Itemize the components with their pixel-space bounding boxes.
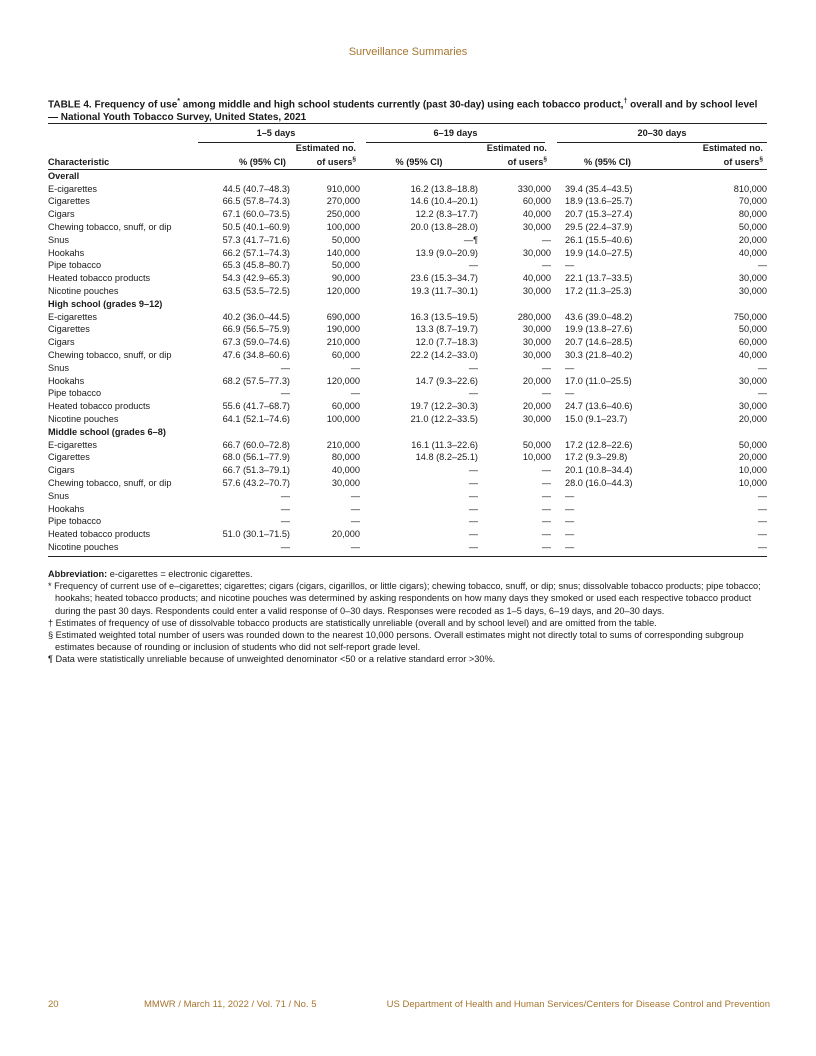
table-row [48,387,767,400]
row-label: Nicotine pouches [48,541,119,552]
cell-pct-1-5: — [280,362,290,373]
cell-pct-1-5: 51.0 (30.1–71.5) [222,529,290,540]
row-label: Cigars [48,465,75,476]
table-row [48,336,767,349]
cell-est-6-19: — [541,362,551,373]
cell-pct-20-30: — [565,541,575,552]
cell-est-20-30: 50,000 [738,222,767,233]
cell-pct-20-30: 17.2 (12.8–22.6) [565,439,633,450]
table-row [48,477,767,490]
row-label: Pipe tobacco [48,388,102,399]
page-footer [48,999,770,1013]
cell-est-20-30: 20,000 [738,414,767,424]
cell-est-1-5: — [350,516,360,527]
cell-pct-1-5: — [280,541,290,552]
cell-est-20-30: 30,000 [738,401,767,412]
running-head: Surveillance Summaries [348,46,468,58]
row-label: Cigars [48,209,75,220]
cell-est-6-19: — [541,234,551,245]
cell-est-20-30: 20,000 [738,234,767,245]
cell-pct-1-5: — [280,490,290,501]
cell-pct-1-5: 40.2 (36.0–44.5) [222,311,290,322]
cell-est-20-30: 60,000 [738,337,767,348]
cell-pct-6-19: 22.2 (14.2–33.0) [410,350,478,361]
cell-est-6-19: — [541,477,551,488]
cell-est-20-30: 10,000 [738,465,767,476]
cell-pct-6-19: — [468,529,478,540]
cell-est-1-5: 120,000 [326,375,360,386]
cell-pct-20-30: 20.7 (15.3–27.4) [565,209,633,220]
cell-est-6-19: 20,000 [522,375,551,386]
col-est-2: Estimated no. of users§ [478,143,551,170]
cell-pct-6-19: 16.1 (11.3–22.6) [411,439,478,450]
cell-pct-6-19: — [468,503,478,514]
cell-pct-1-5: 47.6 (34.8–60.6) [222,350,290,361]
cell-est-1-5: 60,000 [331,350,360,361]
column-header-row [48,143,767,170]
table-row [48,400,767,413]
cell-pct-1-5: 57.3 (41.7–71.6) [222,234,290,245]
cell-est-1-5: 210,000 [326,439,360,450]
cell-est-1-5: — [350,503,360,514]
cell-est-1-5: — [350,388,360,399]
cell-pct-20-30: — [565,503,575,514]
table-row [48,362,767,375]
cell-est-20-30: 750,000 [733,311,767,322]
cell-est-6-19: 30,000 [522,222,551,233]
cell-pct-6-19: 19.7 (12.2–30.3) [410,401,478,412]
cell-pct-20-30: 24.7 (13.6–40.6) [565,401,633,412]
cell-pct-1-5: 50.5 (40.1–60.9) [222,222,290,233]
cell-est-6-19: 40,000 [522,209,551,220]
cell-pct-1-5: 55.6 (41.7–68.7) [222,401,290,412]
table-row [48,375,767,388]
cell-est-20-30: 30,000 [738,286,767,297]
cell-est-1-5: 60,000 [331,401,360,412]
col-est-3: Estimated no. of users§ [664,143,767,170]
table-row [48,247,767,260]
footnote-pilcrow: ¶ Data were statistically unreliable because of unweighted denominator <50 or a relative standard error >30%. [48,654,496,665]
cell-est-1-5: 50,000 [331,260,360,271]
cell-pct-20-30: 18.9 (13.6–25.7) [565,196,633,207]
cell-est-6-19: — [541,503,551,514]
cell-pct-6-19: — [468,541,478,552]
row-label: Cigarettes [48,324,90,335]
cell-est-6-19: — [541,490,551,501]
group-6-19-days: 6–19 days [360,127,551,143]
cell-est-20-30: 50,000 [738,324,767,335]
cell-pct-6-19: 13.9 (9.0–20.9) [415,247,478,258]
cell-pct-1-5: 66.7 (51.3–79.1) [222,465,290,476]
table-row [48,451,767,464]
cell-pct-1-5: 68.0 (56.1–77.9) [222,452,290,463]
journal-citation: MMWR / March 11, 2022 / Vol. 71 / No. 5 [144,999,317,1010]
cell-est-1-5: 210,000 [326,337,360,348]
page-number: 20 [48,999,59,1010]
cell-pct-20-30: — [565,260,575,271]
cell-pct-1-5: 65.3 (45.8–80.7) [222,260,290,271]
cell-pct-20-30: 20.7 (14.6–28.5) [565,337,633,348]
cell-est-20-30: 50,000 [738,439,767,450]
cell-est-1-5: 20,000 [331,529,360,540]
cell-est-20-30: 810,000 [733,183,767,194]
cell-est-20-30: 70,000 [738,196,767,207]
row-label: Heated tobacco products [48,401,151,412]
row-label: E-cigarettes [48,183,98,194]
cell-est-1-5: 80,000 [331,452,360,463]
row-label: Heated tobacco products [48,529,151,540]
cell-est-6-19: 30,000 [522,414,551,424]
cell-pct-6-19: — [468,260,478,271]
cell-pct-20-30: 17.2 (9.3–29.8) [565,452,628,463]
cell-pct-20-30: — [565,362,575,373]
cell-est-6-19: 30,000 [522,286,551,297]
cell-est-1-5: 90,000 [331,273,360,284]
col-pct-1: % (95% CI) [198,143,290,170]
cell-pct-20-30: — [565,490,575,501]
cell-est-6-19: 330,000 [517,183,551,194]
cell-pct-20-30: 28.0 (16.0–44.3) [565,477,633,488]
cell-pct-6-19: — [468,362,478,373]
table-row [48,259,767,272]
table-row [48,490,767,503]
cell-est-20-30: — [757,388,767,399]
table-title: TABLE 4. Frequency of use* among middle and high school students currently (past 30-day) using each tobacco product,† overall and by school level — National Youth Tobacco Survey, United States, 2021 [48,98,758,124]
section-label: High school (grades 9–12) [48,298,163,309]
cell-est-1-5: 100,000 [326,414,360,424]
table-row [48,528,767,541]
cell-pct-1-5: 66.2 (57.1–74.3) [222,247,290,258]
cell-pct-6-19: — [468,477,478,488]
cell-est-6-19: 60,000 [522,196,551,207]
cell-est-20-30: — [757,516,767,527]
section-header [48,426,767,439]
cell-pct-6-19: 23.6 (15.3–34.7) [410,273,478,284]
table-row [48,464,767,477]
cell-pct-1-5: — [280,388,290,399]
column-group-header-row [48,127,767,143]
row-label: Snus [48,490,69,501]
cell-pct-20-30: 19.9 (13.8–27.6) [565,324,633,335]
cell-est-1-5: 270,000 [326,196,360,207]
cell-est-1-5: — [350,541,360,552]
cell-pct-1-5: 67.1 (60.0–73.5) [222,209,290,220]
cell-est-1-5: 100,000 [326,222,360,233]
cell-est-1-5: 40,000 [331,465,360,476]
cell-est-1-5: 50,000 [331,234,360,245]
cell-pct-6-19: —¶ [463,234,478,245]
cell-est-6-19: — [541,529,551,540]
section-label: Overall [48,170,80,181]
cell-pct-6-19: — [468,490,478,501]
cell-pct-1-5: 66.7 (60.0–72.8) [222,439,290,450]
table-row [48,311,767,324]
table-row [48,413,767,426]
cell-est-20-30: — [757,362,767,373]
cell-est-1-5: 690,000 [326,311,360,322]
cell-est-20-30: — [757,541,767,552]
cell-pct-20-30: 20.1 (10.8–34.4) [565,465,633,476]
table-row [48,272,767,285]
cell-est-1-5: 140,000 [326,247,360,258]
cell-est-20-30: 30,000 [738,273,767,284]
row-label: Chewing tobacco, snuff, or dip [48,222,172,233]
cell-est-20-30: 10,000 [738,477,767,488]
cell-est-6-19: — [541,465,551,476]
row-label: Heated tobacco products [48,273,151,284]
table-row [48,349,767,362]
cell-est-6-19: — [541,541,551,552]
cell-pct-1-5: 63.5 (53.5–72.5) [222,286,290,297]
cell-pct-20-30: 17.0 (11.0–25.5) [565,375,632,386]
cell-est-20-30: 20,000 [738,452,767,463]
cell-est-6-19: 30,000 [522,324,551,335]
cell-est-1-5: 250,000 [326,209,360,220]
cell-pct-6-19: 16.2 (13.8–18.8) [410,183,478,194]
cell-est-6-19: 30,000 [522,337,551,348]
cell-pct-20-30: 22.1 (13.7–33.5) [565,273,633,284]
cell-pct-6-19: 19.3 (11.7–30.1) [411,286,478,297]
cell-est-6-19: 20,000 [522,401,551,412]
table-row [48,541,767,554]
cell-pct-20-30: 17.2 (11.3–25.3) [565,286,632,297]
section-header [48,298,767,311]
cell-est-20-30: — [757,503,767,514]
row-label: Snus [48,234,69,245]
agency-name: US Department of Health and Human Services/Centers for Disease Control and Prevention [386,999,770,1010]
col-characteristic: Characteristic [48,143,198,170]
row-label: Snus [48,362,69,373]
table-row [48,221,767,234]
cell-pct-1-5: 68.2 (57.5–77.3) [222,375,290,386]
cell-pct-1-5: 64.1 (52.1–74.6) [222,414,290,424]
cell-pct-6-19: 16.3 (13.5–19.5) [410,311,478,322]
table-row [48,183,767,196]
section-header [48,169,767,182]
cell-pct-20-30: — [565,529,575,540]
footnotes [48,568,770,666]
cell-est-1-5: 910,000 [326,183,360,194]
cell-est-6-19: — [541,388,551,399]
table-row [48,439,767,452]
section-label: Middle school (grades 6–8) [48,426,166,437]
cell-est-20-30: 80,000 [738,209,767,220]
row-label: Chewing tobacco, snuff, or dip [48,477,172,488]
cell-est-6-19: 50,000 [522,439,551,450]
cell-est-20-30: 40,000 [738,350,767,361]
row-label: Pipe tobacco [48,260,102,271]
cell-pct-1-5: 66.5 (57.8–74.3) [222,196,290,207]
row-label: E-cigarettes [48,311,98,322]
cell-pct-1-5: 57.6 (43.2–70.7) [222,477,290,488]
footnote-dagger: † Estimates of frequency of use of dissolvable tobacco products are statistically unreliable (overall and by school level) and are omitted from the table. [48,617,657,628]
cell-est-6-19: 30,000 [522,247,551,258]
row-label: Hookahs [48,503,85,514]
cell-pct-6-19: — [468,465,478,476]
cell-pct-1-5: — [280,503,290,514]
cell-est-1-5: 120,000 [326,286,360,297]
cell-est-1-5: — [350,362,360,373]
row-label: Nicotine pouches [48,286,119,297]
table-row [48,285,767,298]
cell-pct-20-30: 29.5 (22.4–37.9) [565,222,633,233]
col-pct-2: % (95% CI) [360,143,478,170]
cell-pct-6-19: 12.0 (7.7–18.3) [415,337,478,348]
cell-pct-20-30: 26.1 (15.5–40.6) [565,234,633,245]
col-est-1: Estimated no. of users§ [290,143,360,170]
table-row [48,195,767,208]
cell-pct-6-19: 14.6 (10.4–20.1) [410,196,478,207]
row-label: Hookahs [48,247,85,258]
cell-est-6-19: 30,000 [522,350,551,361]
cell-est-20-30: — [757,260,767,271]
footnote-asterisk: * Frequency of current use of e–cigarettes; cigarettes; cigars (cigars, cigarillos, or little cigars); chewing tobacco, snuff, or dip; snus; dissolvable tobacco products; pipe tobacco; hookahs; heated tobacco products; and nicotine pouches was determined by asking respondents on how many days they smoked or used each respective tobacco product during the past 30 days. Respondents could enter a valid response of 0–30 days. Responses were recoded as 1–5 days, 6–19 days, and 20–30 days. [48,581,761,616]
cell-pct-6-19: 20.0 (13.8–28.0) [410,222,478,233]
row-label: Chewing tobacco, snuff, or dip [48,350,172,361]
row-label: Cigarettes [48,452,90,463]
cell-pct-6-19: 14.8 (8.2–25.1) [415,452,478,463]
row-label: Hookahs [48,375,85,386]
col-pct-3: % (95% CI) [551,143,664,170]
cell-pct-20-30: 19.9 (14.0–27.5) [565,247,633,258]
cell-est-1-5: 30,000 [331,477,360,488]
cell-est-20-30: 30,000 [738,375,767,386]
cell-est-6-19: — [541,260,551,271]
cell-est-6-19: — [541,516,551,527]
cell-pct-20-30: — [565,516,575,527]
cell-pct-1-5: 66.9 (56.5–75.9) [222,324,290,335]
cell-pct-20-30: 30.3 (21.8–40.2) [565,350,633,361]
cell-est-20-30: — [757,529,767,540]
cell-pct-1-5: 54.3 (42.9–65.3) [222,273,290,284]
footnote-section: § Estimated weighted total number of users was rounded down to the nearest 10,000 persons. Overall estimates might not directly total to sums of corresponding subgroup estimates because of rounding or inclusion of students who did not self-report grade level. [48,630,744,653]
cell-est-6-19: 280,000 [517,311,551,322]
cell-est-20-30: 40,000 [738,247,767,258]
table-body [48,169,767,553]
cell-pct-1-5: 67.3 (59.0–74.6) [222,337,290,348]
row-label: Nicotine pouches [48,414,119,424]
cell-pct-6-19: — [468,516,478,527]
abbreviation-note: Abbreviation: e-cigarettes = electronic cigarettes. [48,569,253,579]
cell-pct-6-19: — [468,388,478,399]
table-row [48,503,767,516]
table-row [48,323,767,336]
row-label: Cigarettes [48,196,90,207]
group-1-5-days: 1–5 days [198,127,360,143]
cell-est-20-30: — [757,490,767,501]
cell-est-1-5: 190,000 [326,324,360,335]
cell-pct-6-19: 21.0 (12.2–33.5) [410,414,478,424]
cell-pct-20-30: 43.6 (39.0–48.2) [565,311,633,322]
row-label: E-cigarettes [48,439,98,450]
cell-pct-20-30: — [565,388,575,399]
cell-pct-6-19: 14.7 (9.3–22.6) [415,375,478,386]
cell-est-1-5: — [350,490,360,501]
cell-est-6-19: 10,000 [522,452,551,463]
table-row [48,515,767,528]
cell-est-6-19: 40,000 [522,273,551,284]
table-row [48,234,767,247]
cell-pct-20-30: 39.4 (35.4–43.5) [565,183,633,194]
cell-pct-6-19: 13.3 (8.7–19.7) [415,324,478,335]
cell-pct-1-5: — [280,516,290,527]
data-table [48,123,767,557]
cell-pct-6-19: 12.2 (8.3–17.7) [415,209,478,220]
table-row [48,208,767,221]
row-label: Pipe tobacco [48,516,102,527]
cell-pct-20-30: 15.0 (9.1–23.7) [565,414,628,424]
group-20-30-days: 20–30 days [551,127,767,143]
row-label: Cigars [48,337,75,348]
cell-pct-1-5: 44.5 (40.7–48.3) [222,183,290,194]
